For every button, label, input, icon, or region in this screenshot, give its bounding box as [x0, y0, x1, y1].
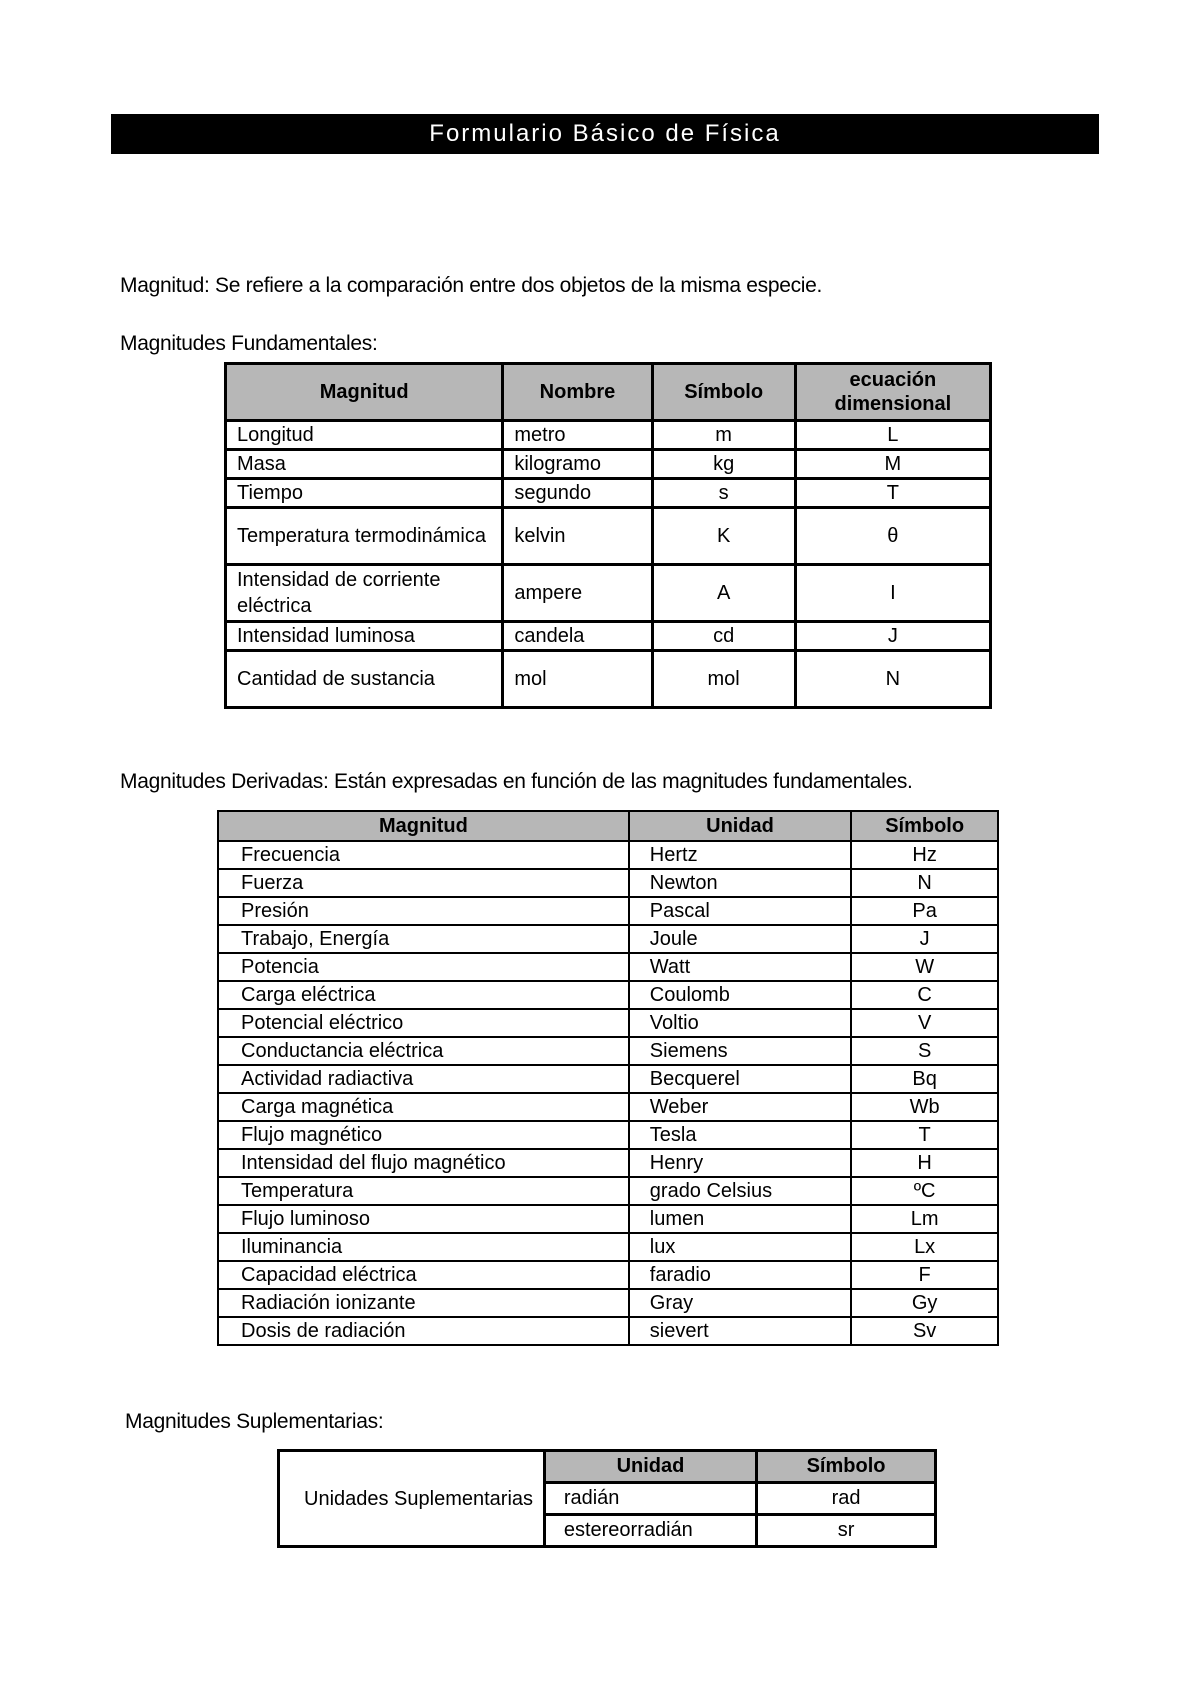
- table-header-row: [226, 364, 991, 421]
- unidad-cell: grado Celsius: [629, 1177, 851, 1205]
- column-header: Unidad: [544, 1451, 756, 1483]
- column-header: Nombre: [503, 364, 652, 421]
- magnitud-cell: Flujo magnético: [218, 1121, 629, 1149]
- simbolo-cell: N: [851, 869, 998, 897]
- table-row: [218, 869, 998, 897]
- magnitud-cell: Tiempo: [226, 479, 503, 508]
- magnitud-cell: Intensidad de corriente eléctrica: [226, 565, 503, 622]
- magnitud-cell: Longitud: [226, 421, 503, 450]
- simbolo-cell: S: [851, 1037, 998, 1065]
- unidad-cell: Tesla: [629, 1121, 851, 1149]
- magnitud-cell: Potencial eléctrico: [218, 1009, 629, 1037]
- table-row: [218, 1317, 998, 1345]
- simbolo-cell: ºC: [851, 1177, 998, 1205]
- table-row: [226, 651, 991, 708]
- unidad-cell: faradio: [629, 1261, 851, 1289]
- magnitud-cell: Carga eléctrica: [218, 981, 629, 1009]
- unidad-cell: sievert: [629, 1317, 851, 1345]
- fundamentales-table: [224, 362, 992, 709]
- magnitud-cell: Temperatura: [218, 1177, 629, 1205]
- table-row: [218, 1289, 998, 1317]
- simbolo-cell: kg: [652, 450, 795, 479]
- simbolo-cell: s: [652, 479, 795, 508]
- unidad-cell: Joule: [629, 925, 851, 953]
- ecuacion-cell: L: [795, 421, 990, 450]
- magnitud-cell: Carga magnética: [218, 1093, 629, 1121]
- table-row: [218, 925, 998, 953]
- table-row: [218, 1009, 998, 1037]
- simbolo-cell: mol: [652, 651, 795, 708]
- table-row: [218, 1261, 998, 1289]
- ecuacion-cell: θ: [795, 508, 990, 565]
- column-header: Unidad: [629, 811, 851, 841]
- magnitud-cell: Iluminancia: [218, 1233, 629, 1261]
- unidad-cell: Henry: [629, 1149, 851, 1177]
- derivadas-table: [217, 810, 999, 1346]
- document-title: Formulario Básico de Física: [111, 114, 1099, 154]
- magnitud-cell: Cantidad de sustancia: [226, 651, 503, 708]
- magnitud-cell: Capacidad eléctrica: [218, 1261, 629, 1289]
- magnitud-cell: Temperatura termodinámica: [226, 508, 503, 565]
- unidad-cell: Coulomb: [629, 981, 851, 1009]
- simbolo-cell: rad: [757, 1483, 936, 1515]
- nombre-cell: kilogramo: [503, 450, 652, 479]
- table-row: [226, 622, 991, 651]
- ecuacion-cell: N: [795, 651, 990, 708]
- unidad-cell: radián: [544, 1483, 756, 1515]
- ecuacion-cell: J: [795, 622, 990, 651]
- simbolo-cell: Lm: [851, 1205, 998, 1233]
- table-row: [218, 1205, 998, 1233]
- unidad-cell: Siemens: [629, 1037, 851, 1065]
- magnitud-cell: Presión: [218, 897, 629, 925]
- table-row: [218, 1093, 998, 1121]
- unidad-cell: Voltio: [629, 1009, 851, 1037]
- unidad-cell: Hertz: [629, 841, 851, 869]
- magnitud-cell: Flujo luminoso: [218, 1205, 629, 1233]
- table-header-row: [218, 811, 998, 841]
- column-header: Símbolo: [652, 364, 795, 421]
- row-group-label: Unidades Suplementarias: [279, 1451, 545, 1547]
- suplementarias-table: [277, 1449, 937, 1548]
- ecuacion-cell: M: [795, 450, 990, 479]
- simbolo-cell: A: [652, 565, 795, 622]
- table-row: [226, 479, 991, 508]
- magnitud-cell: Masa: [226, 450, 503, 479]
- ecuacion-cell: T: [795, 479, 990, 508]
- suplementarias-heading: Magnitudes Suplementarias:: [125, 1410, 384, 1433]
- magnitud-cell: Trabajo, Energía: [218, 925, 629, 953]
- ecuacion-cell: I: [795, 565, 990, 622]
- magnitud-cell: Intensidad del flujo magnético: [218, 1149, 629, 1177]
- unidad-cell: Watt: [629, 953, 851, 981]
- table-row: [226, 565, 991, 622]
- magnitud-cell: Frecuencia: [218, 841, 629, 869]
- magnitud-definition: Magnitud: Se refiere a la comparación entre dos objetos de la misma especie.: [120, 274, 823, 297]
- unidad-cell: Weber: [629, 1093, 851, 1121]
- unidad-cell: Pascal: [629, 897, 851, 925]
- simbolo-cell: F: [851, 1261, 998, 1289]
- table-row: [226, 421, 991, 450]
- table-row: [218, 1149, 998, 1177]
- simbolo-cell: cd: [652, 622, 795, 651]
- magnitud-cell: Radiación ionizante: [218, 1289, 629, 1317]
- magnitud-cell: Dosis de radiación: [218, 1317, 629, 1345]
- table-row: [218, 1177, 998, 1205]
- table-row: [218, 953, 998, 981]
- table-row: [226, 450, 991, 479]
- column-header: ecuación dimensional: [795, 364, 990, 421]
- nombre-cell: ampere: [503, 565, 652, 622]
- table-row: [226, 508, 991, 565]
- simbolo-cell: Bq: [851, 1065, 998, 1093]
- simbolo-cell: J: [851, 925, 998, 953]
- simbolo-cell: V: [851, 1009, 998, 1037]
- table-row: [218, 981, 998, 1009]
- nombre-cell: metro: [503, 421, 652, 450]
- unidad-cell: estereorradián: [544, 1515, 756, 1547]
- simbolo-cell: Pa: [851, 897, 998, 925]
- column-header: Símbolo: [757, 1451, 936, 1483]
- unidad-cell: lux: [629, 1233, 851, 1261]
- simbolo-cell: Sv: [851, 1317, 998, 1345]
- table-row: [218, 897, 998, 925]
- simbolo-cell: sr: [757, 1515, 936, 1547]
- column-header: Magnitud: [218, 811, 629, 841]
- table-row: [218, 1121, 998, 1149]
- simbolo-cell: T: [851, 1121, 998, 1149]
- unidad-cell: Gray: [629, 1289, 851, 1317]
- simbolo-cell: Hz: [851, 841, 998, 869]
- table-row: [218, 1065, 998, 1093]
- simbolo-cell: Gy: [851, 1289, 998, 1317]
- magnitud-cell: Fuerza: [218, 869, 629, 897]
- column-header: Magnitud: [226, 364, 503, 421]
- nombre-cell: candela: [503, 622, 652, 651]
- simbolo-cell: m: [652, 421, 795, 450]
- table-row: [218, 1233, 998, 1261]
- simbolo-cell: Wb: [851, 1093, 998, 1121]
- table-header-row: [279, 1451, 936, 1483]
- magnitud-cell: Actividad radiactiva: [218, 1065, 629, 1093]
- unidad-cell: lumen: [629, 1205, 851, 1233]
- nombre-cell: kelvin: [503, 508, 652, 565]
- simbolo-cell: H: [851, 1149, 998, 1177]
- unidad-cell: Becquerel: [629, 1065, 851, 1093]
- unidad-cell: Newton: [629, 869, 851, 897]
- simbolo-cell: Lx: [851, 1233, 998, 1261]
- magnitud-cell: Potencia: [218, 953, 629, 981]
- simbolo-cell: W: [851, 953, 998, 981]
- table-row: [218, 841, 998, 869]
- magnitud-cell: Intensidad luminosa: [226, 622, 503, 651]
- magnitud-cell: Conductancia eléctrica: [218, 1037, 629, 1065]
- nombre-cell: mol: [503, 651, 652, 708]
- table-row: [218, 1037, 998, 1065]
- simbolo-cell: C: [851, 981, 998, 1009]
- simbolo-cell: K: [652, 508, 795, 565]
- column-header: Símbolo: [851, 811, 998, 841]
- derivadas-heading: Magnitudes Derivadas: Están expresadas en función de las magnitudes fundamentales.: [120, 770, 913, 793]
- nombre-cell: segundo: [503, 479, 652, 508]
- fundamentales-heading: Magnitudes Fundamentales:: [120, 332, 378, 355]
